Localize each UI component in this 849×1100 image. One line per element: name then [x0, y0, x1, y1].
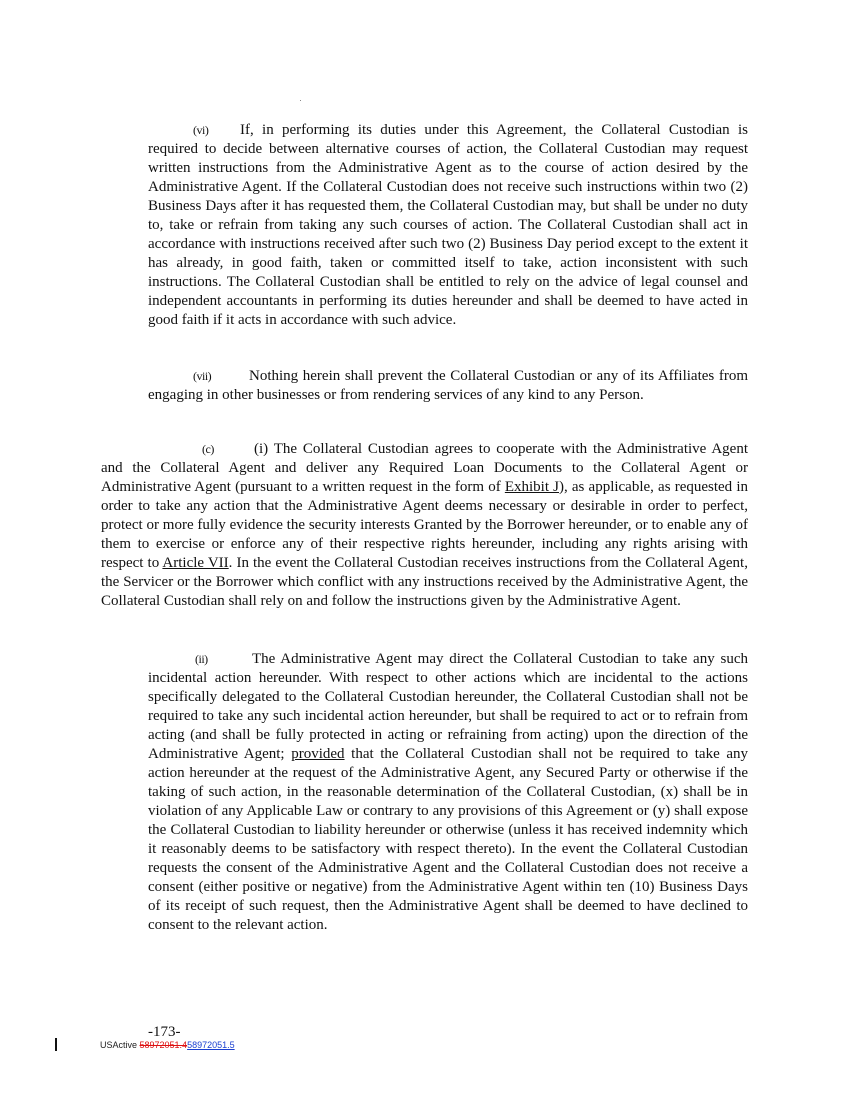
paragraph-vi [148, 121, 748, 330]
paragraph-number: (ii) [195, 652, 208, 666]
paragraph-number: (c) [202, 442, 214, 456]
paragraph-text-part: ), as applicable, as requested in order to take any action that the Administrative Agent deems necessary or desirable in order to perfect, protect or more fully evidence the security interests Granted by the Borrower hereunder, or to enable any of them to exercise or enforce any of their respective rights hereunder, including any rights arising with respect to [101, 479, 748, 571]
provided-term: provided [291, 746, 345, 762]
paragraph-vii [148, 367, 748, 405]
page-number: -173- [148, 1024, 181, 1040]
stray-mark [300, 100, 301, 101]
paragraph-text-part: that the Collateral Custodian shall not be required to take any action hereunder at the request of the Administrative Agent, any Secured Party or otherwise if the taking of such action, in the reasonable determination of the Collateral Custodian, (x) shall be in violation of any Applicable Law or contrary to any provisions of this Agreement or (y) shall expose the Collateral Custodian to liability hereunder or otherwise (unless it has received indemnity which it reasonably deems to be satisfactory with respect thereto). In the event the Collateral Custodian requests the consent of the Administrative Agent and the Collateral Custodian does not receive a consent (either positive or negative) from the Administrative Agent within ten (10) Business Days of its receipt of such request, then the Administrative Agent shall be deemed to have declined to consent to the relevant action. [148, 746, 749, 933]
article-vii-link[interactable]: Article VII [162, 555, 229, 571]
paragraph-text-part: The Administrative Agent may direct the Collateral Custodian to take any such incidental action hereunder. With respect to other actions which are incidental to the actions specifically delegated to the Collateral Custodian hereunder, the Collateral Custodian shall not be required to take any such incidental action hereunder, but shall be required to act or to refrain from acting (and shall be fully protected in acting or refraining from acting) upon the direction of the Administrative Agent; [148, 651, 748, 762]
document-footer [100, 1040, 235, 1050]
inserted-doc-id[interactable]: 58972051.5 [187, 1040, 235, 1050]
paragraph-text: If, in performing its duties under this Agreement, the Collateral Custodian is required to decide between alternative courses of action, the Collateral Custodian may request written instructions from the Administrative Agent as to the course of action desired by the Administrative Agent. If the Collateral Custodian does not receive such instructions within two (2) Business Days after it has requested them, the Collateral Custodian may, but shall be under no duty to, take or refrain from taking any such courses of action. The Collateral Custodian shall act in accordance with instructions received after such two (2) Business Day period except to the extent it has already, in good faith, taken or committed itself to take, action inconsistent with such instructions. The Collateral Custodian shall be entitled to rely on the advice of legal counsel and independent accountants in performing its duties hereunder and shall be deemed to have acted in good faith if it acts in accordance with such advice. [148, 122, 748, 328]
deleted-doc-id: 58972051.4 [139, 1040, 188, 1050]
paragraph-text: Nothing herein shall prevent the Collateral Custodian or any of its Affiliates from engaging in other businesses or from rendering services of any kind to any Person. [148, 368, 748, 403]
paragraph-number: (vii) [193, 369, 212, 383]
exhibit-j-link[interactable]: Exhibit J [504, 479, 559, 495]
paragraph-text-part: (i) The Collateral Custodian agrees to cooperate with the Administrative Agent and the Collateral Agent and deliver any Required Loan Documents to the Collateral Agent or Administrative Agent (pursuant to a written request in the form of [101, 441, 748, 495]
paragraph-c [101, 440, 748, 611]
paragraph-ii [148, 650, 748, 935]
paragraph-number: (vi) [193, 123, 209, 137]
footer-prefix: USActive [100, 1040, 140, 1050]
change-bar [55, 1038, 57, 1051]
paragraph-text-part: . In the event the Collateral Custodian receives instructions from the Collateral Agent, the Servicer or the Borrower which conflict with any instructions received by the Administrative Agent, the Collateral Custodian shall rely on and follow the instructions given by the Administrative Agent. [101, 555, 748, 609]
